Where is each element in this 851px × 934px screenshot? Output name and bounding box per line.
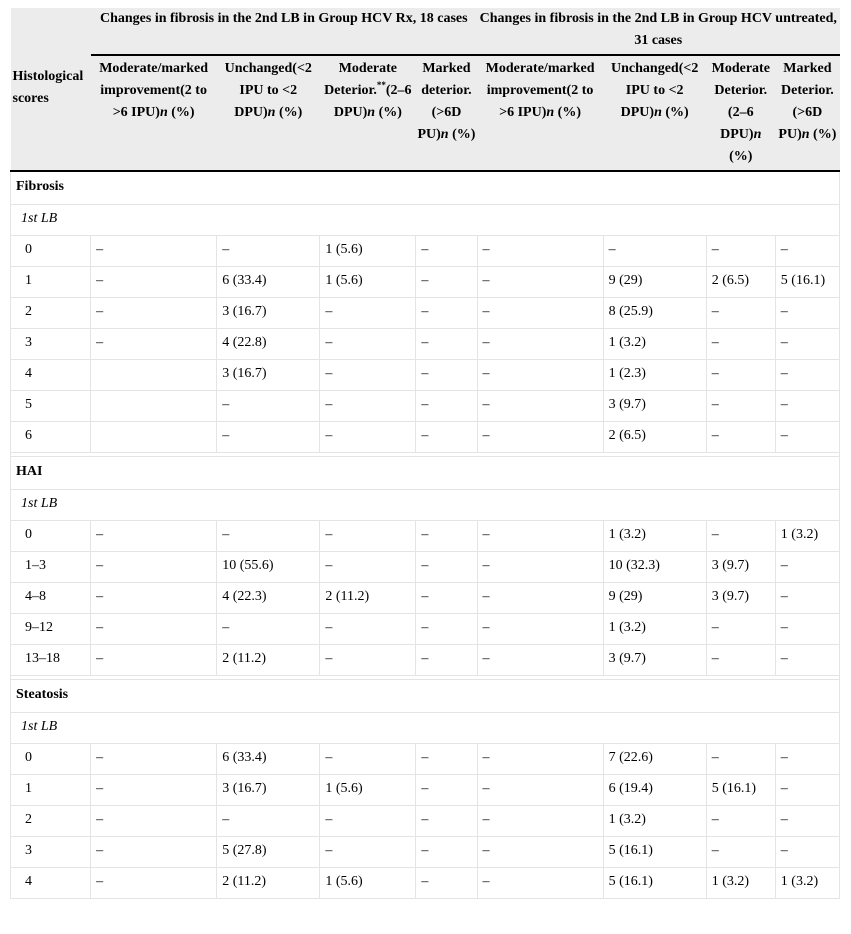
table-cell: –: [91, 298, 217, 329]
table-cell: 6 (33.4): [217, 744, 320, 775]
row-score-label: 3: [11, 837, 91, 868]
table-cell: –: [706, 298, 775, 329]
section-subtitle: 1st LB: [11, 490, 840, 521]
table-container: [10, 8, 840, 899]
table-cell: –: [320, 391, 416, 422]
table-cell: –: [706, 837, 775, 868]
table-cell: –: [416, 422, 477, 453]
histology-table: [10, 8, 840, 899]
table-cell: 1 (5.6): [320, 236, 416, 267]
table-cell: –: [416, 360, 477, 391]
table-cell: 5 (16.1): [603, 868, 706, 899]
table-cell: –: [416, 645, 477, 676]
table-cell: –: [320, 614, 416, 645]
table-row: [11, 552, 840, 583]
table-cell: –: [477, 806, 603, 837]
table-row: [11, 422, 840, 453]
table-cell: –: [416, 552, 477, 583]
section-title: Fibrosis: [11, 171, 840, 205]
table-cell: –: [320, 837, 416, 868]
row-score-label: 4–8: [11, 583, 91, 614]
table-cell: –: [477, 583, 603, 614]
table-cell: 6 (33.4): [217, 267, 320, 298]
table-cell: –: [477, 391, 603, 422]
table-cell: –: [477, 775, 603, 806]
table-cell: 2 (11.2): [217, 868, 320, 899]
table-cell: 8 (25.9): [603, 298, 706, 329]
table-cell: –: [416, 868, 477, 899]
section-subtitle: 1st LB: [11, 713, 840, 744]
table-cell: [91, 360, 217, 391]
table-cell: –: [416, 744, 477, 775]
table-cell: –: [477, 521, 603, 552]
header-g2-moderate-deterioration: Moderate Deterior. (2–6 DPU)n (%): [706, 55, 775, 171]
table-cell: –: [477, 422, 603, 453]
table-cell: 4 (22.3): [217, 583, 320, 614]
table-cell: –: [416, 806, 477, 837]
table-cell: 3 (16.7): [217, 775, 320, 806]
table-cell: –: [603, 236, 706, 267]
table-cell: 1 (5.6): [320, 868, 416, 899]
table-cell: 1 (3.2): [706, 868, 775, 899]
table-row: [11, 614, 840, 645]
row-score-label: 0: [11, 744, 91, 775]
row-score-label: 1: [11, 775, 91, 806]
table-row: [11, 236, 840, 267]
table-cell: –: [706, 391, 775, 422]
table-cell: –: [477, 868, 603, 899]
table-cell: –: [91, 552, 217, 583]
table-cell: –: [416, 391, 477, 422]
table-cell: [91, 391, 217, 422]
table-row: [11, 744, 840, 775]
header-g2-improvement: Moderate/marked improvement(2 to >6 IPU)n (%): [477, 55, 603, 171]
table-row: [11, 267, 840, 298]
section-header-row: [11, 171, 840, 205]
table-cell: 10 (55.6): [217, 552, 320, 583]
header-group-hcv-rx: Changes in fibrosis in the 2nd LB in Group HCV Rx, 18 cases: [91, 8, 477, 55]
section-header-row: [11, 457, 840, 490]
table-cell: –: [416, 298, 477, 329]
table-cell: –: [706, 744, 775, 775]
table-cell: –: [775, 360, 839, 391]
table-cell: –: [775, 583, 839, 614]
table-cell: –: [416, 329, 477, 360]
row-score-label: 13–18: [11, 645, 91, 676]
table-cell: –: [320, 552, 416, 583]
table-cell: –: [320, 298, 416, 329]
table-cell: –: [775, 298, 839, 329]
table-cell: –: [91, 267, 217, 298]
table-cell: 1 (5.6): [320, 267, 416, 298]
table-cell: 3 (9.7): [706, 583, 775, 614]
table-cell: –: [775, 552, 839, 583]
table-cell: –: [91, 837, 217, 868]
table-cell: –: [91, 868, 217, 899]
table-cell: –: [706, 422, 775, 453]
table-cell: 3 (9.7): [603, 391, 706, 422]
table-cell: 2 (6.5): [603, 422, 706, 453]
table-cell: [91, 422, 217, 453]
row-score-label: 3: [11, 329, 91, 360]
table-cell: –: [706, 521, 775, 552]
table-cell: –: [775, 837, 839, 868]
table-cell: –: [477, 744, 603, 775]
table-cell: –: [775, 391, 839, 422]
table-cell: –: [320, 360, 416, 391]
table-cell: 9 (29): [603, 267, 706, 298]
table-cell: –: [477, 552, 603, 583]
table-row: [11, 391, 840, 422]
table-cell: 1 (3.2): [603, 521, 706, 552]
table-cell: –: [320, 521, 416, 552]
table-cell: 5 (27.8): [217, 837, 320, 868]
row-score-label: 2: [11, 806, 91, 837]
table-cell: –: [416, 837, 477, 868]
table-cell: –: [477, 298, 603, 329]
table-cell: –: [217, 521, 320, 552]
table-cell: –: [91, 806, 217, 837]
section-subheader-row: [11, 713, 840, 744]
table-cell: 9 (29): [603, 583, 706, 614]
table-cell: 3 (16.7): [217, 298, 320, 329]
table-cell: –: [706, 360, 775, 391]
table-cell: 10 (32.3): [603, 552, 706, 583]
row-score-label: 2: [11, 298, 91, 329]
table-row: [11, 775, 840, 806]
section-header-row: [11, 680, 840, 713]
table-cell: –: [217, 236, 320, 267]
table-cell: –: [775, 744, 839, 775]
table-cell: 5 (16.1): [706, 775, 775, 806]
table-cell: –: [217, 422, 320, 453]
row-score-label: 9–12: [11, 614, 91, 645]
table-cell: –: [320, 422, 416, 453]
row-score-label: 4: [11, 868, 91, 899]
table-cell: –: [477, 614, 603, 645]
table-cell: –: [416, 614, 477, 645]
table-cell: –: [91, 775, 217, 806]
table-cell: 5 (16.1): [603, 837, 706, 868]
table-cell: 3 (9.7): [603, 645, 706, 676]
table-cell: 2 (11.2): [217, 645, 320, 676]
header-g1-improvement: Moderate/marked improvement(2 to >6 IPU)n (%): [91, 55, 217, 171]
table-cell: –: [775, 422, 839, 453]
table-row: [11, 868, 840, 899]
table-row: [11, 329, 840, 360]
table-row: [11, 645, 840, 676]
table-cell: –: [477, 360, 603, 391]
table-row: [11, 837, 840, 868]
table-cell: 6 (19.4): [603, 775, 706, 806]
table-cell: –: [91, 744, 217, 775]
table-cell: –: [320, 744, 416, 775]
table-cell: –: [775, 329, 839, 360]
table-cell: –: [477, 267, 603, 298]
section-subheader-row: [11, 205, 840, 236]
header-g2-marked-deterioration: Marked Deterior. (>6D PU)n (%): [775, 55, 839, 171]
table-cell: –: [91, 645, 217, 676]
table-cell: –: [217, 391, 320, 422]
table-cell: –: [775, 645, 839, 676]
section-subheader-row: [11, 490, 840, 521]
table-cell: –: [416, 775, 477, 806]
table-cell: 1 (5.6): [320, 775, 416, 806]
row-score-label: 1: [11, 267, 91, 298]
table-cell: 2 (6.5): [706, 267, 775, 298]
row-score-label: 0: [11, 521, 91, 552]
table-cell: –: [416, 521, 477, 552]
section-subtitle: 1st LB: [11, 205, 840, 236]
table-cell: –: [706, 236, 775, 267]
table-cell: 4 (22.8): [217, 329, 320, 360]
table-cell: –: [320, 329, 416, 360]
table-cell: –: [706, 329, 775, 360]
table-cell: –: [91, 583, 217, 614]
table-cell: 1 (2.3): [603, 360, 706, 391]
table-cell: 3 (16.7): [217, 360, 320, 391]
table-cell: –: [91, 614, 217, 645]
table-cell: 1 (3.2): [775, 868, 839, 899]
table-cell: –: [775, 614, 839, 645]
header-g2-unchanged: Unchanged(<2 IPU to <2 DPU)n (%): [603, 55, 706, 171]
table-row: [11, 521, 840, 552]
table-cell: –: [775, 775, 839, 806]
table-cell: –: [217, 806, 320, 837]
row-score-label: 5: [11, 391, 91, 422]
table-cell: –: [91, 329, 217, 360]
row-score-label: 4: [11, 360, 91, 391]
row-score-label: 0: [11, 236, 91, 267]
table-cell: –: [706, 645, 775, 676]
table-cell: 3 (9.7): [706, 552, 775, 583]
row-score-label: 6: [11, 422, 91, 453]
table-row: [11, 360, 840, 391]
table-cell: –: [477, 837, 603, 868]
table-cell: 7 (22.6): [603, 744, 706, 775]
table-row: [11, 806, 840, 837]
table-cell: 1 (3.2): [603, 806, 706, 837]
row-score-label: 1–3: [11, 552, 91, 583]
table-cell: –: [775, 236, 839, 267]
table-cell: –: [706, 614, 775, 645]
table-cell: –: [416, 267, 477, 298]
table-cell: 1 (3.2): [603, 329, 706, 360]
table-header: [11, 8, 840, 171]
table-cell: 1 (3.2): [603, 614, 706, 645]
table-cell: –: [320, 806, 416, 837]
table-cell: –: [775, 806, 839, 837]
table-cell: –: [416, 583, 477, 614]
table-row: [11, 298, 840, 329]
section-title: HAI: [11, 457, 840, 490]
table-cell: –: [477, 645, 603, 676]
header-g1-moderate-deterioration: Moderate Deterior.**(2–6 DPU)n (%): [320, 55, 416, 171]
table-cell: –: [706, 806, 775, 837]
table-body: [11, 171, 840, 899]
header-histological-scores: Histological scores: [11, 8, 91, 171]
table-cell: 1 (3.2): [775, 521, 839, 552]
header-g1-marked-deterioration: Marked deterior. (>6D PU)n (%): [416, 55, 477, 171]
table-cell: –: [320, 645, 416, 676]
table-cell: –: [477, 236, 603, 267]
section-title: Steatosis: [11, 680, 840, 713]
table-cell: –: [477, 329, 603, 360]
header-group-hcv-untreated: Changes in fibrosis in the 2nd LB in Group HCV untreated, 31 cases: [477, 8, 840, 55]
table-row: [11, 583, 840, 614]
table-cell: –: [416, 236, 477, 267]
header-g1-unchanged: Unchanged(<2 IPU to <2 DPU)n (%): [217, 55, 320, 171]
table-cell: –: [91, 521, 217, 552]
table-cell: 2 (11.2): [320, 583, 416, 614]
table-cell: 5 (16.1): [775, 267, 839, 298]
table-cell: –: [91, 236, 217, 267]
table-cell: –: [217, 614, 320, 645]
